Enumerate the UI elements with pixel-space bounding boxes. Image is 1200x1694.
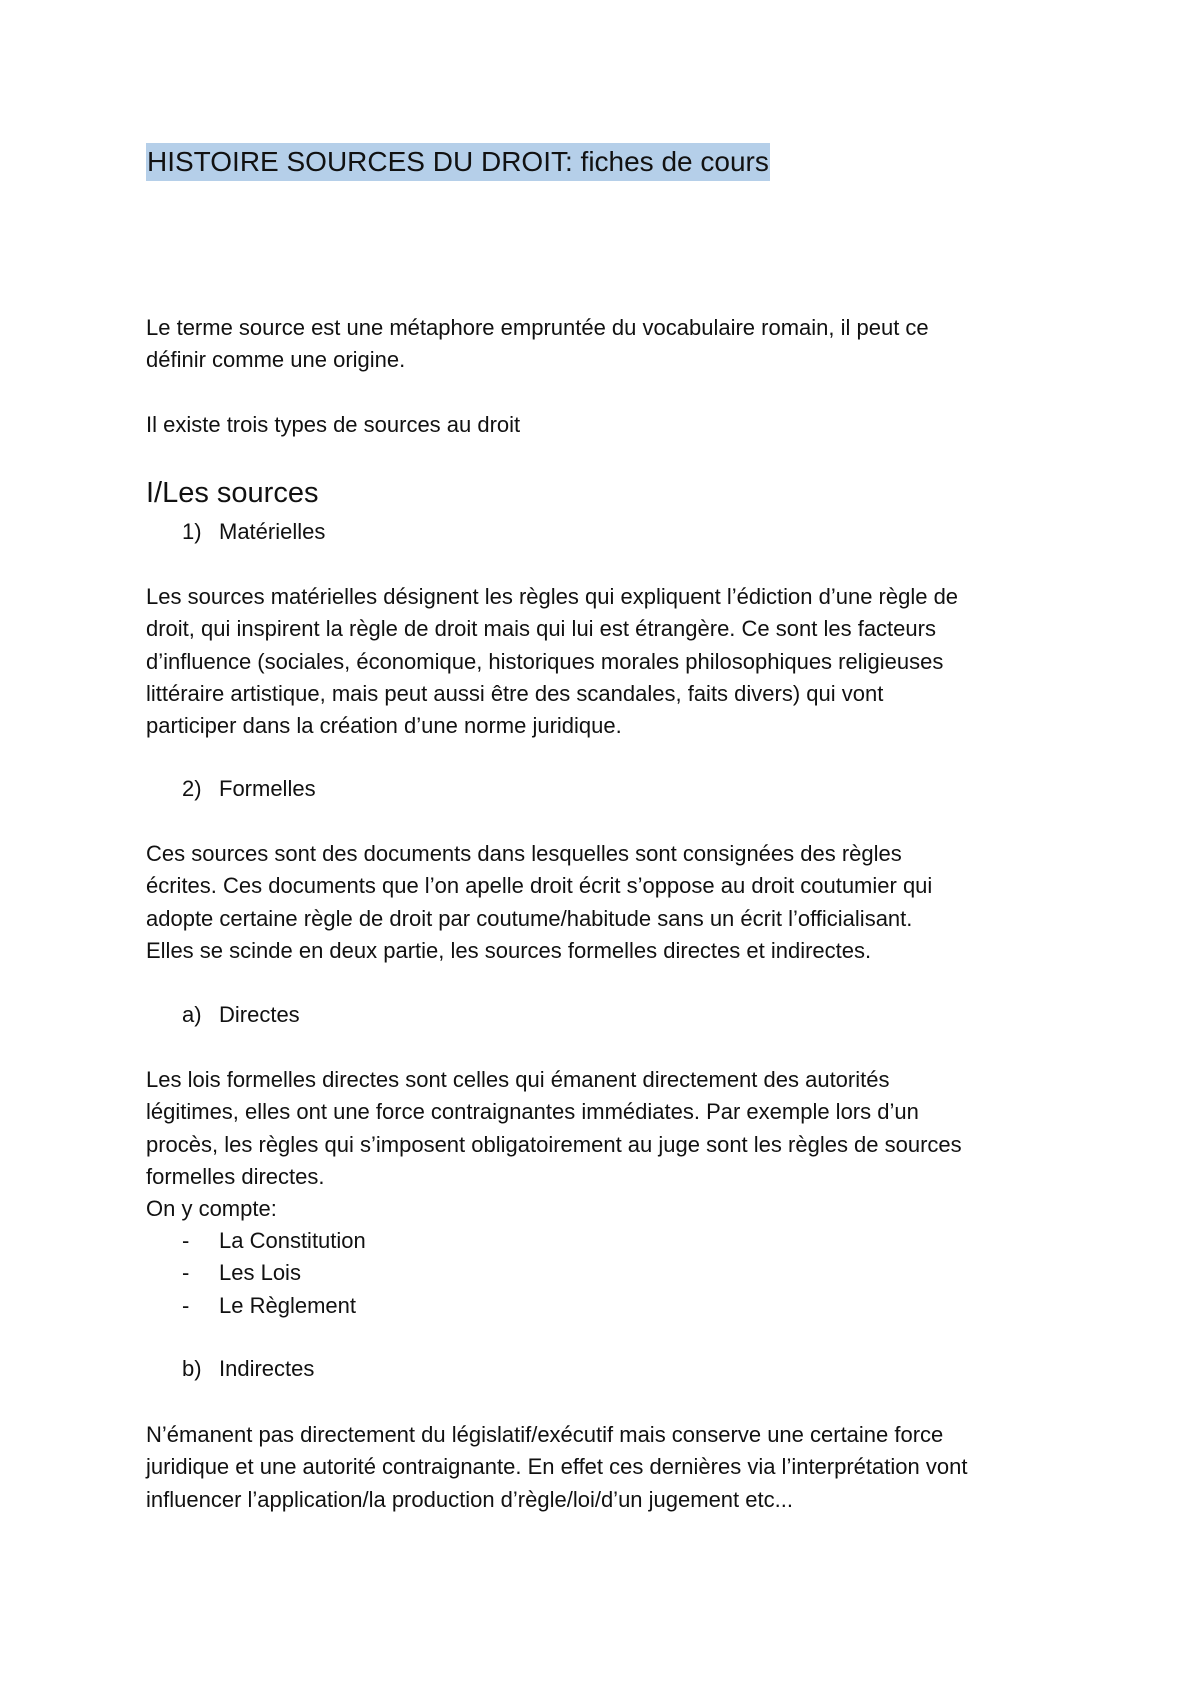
formelles-paragraph (146, 838, 1076, 967)
paragraph-line: procès, les règles qui s’imposent obligatoirement au juge sont les règles de sources (146, 1131, 962, 1157)
list-marker: a) (182, 1002, 202, 1027)
list-item (182, 1225, 366, 1257)
list-item-text: Les Lois (219, 1260, 301, 1286)
list-item-text: La Constitution (219, 1228, 366, 1253)
subsection-formelles (182, 773, 316, 805)
subsection-indirectes (182, 1353, 314, 1385)
paragraph-line: adopte certaine règle de droit par coutume/habitude sans un écrit l’officialisant. (146, 905, 913, 931)
types-line: Il existe trois types de sources au droit (146, 412, 521, 437)
list-marker: b) (182, 1356, 202, 1381)
dash-marker: - (182, 1292, 190, 1318)
dash-marker: - (182, 1228, 190, 1253)
paragraph-line: N’émanent pas directement du législatif/exécutif mais conserve une certaine force (146, 1422, 944, 1447)
paragraph-line: d’influence (sociales, économique, historiques morales philosophiques religieuses (146, 648, 944, 674)
indirectes-paragraph (146, 1419, 1076, 1516)
directes-paragraph (146, 1064, 1076, 1225)
list-item (182, 1257, 366, 1289)
paragraph-line: On y compte: (146, 1196, 277, 1222)
intro-paragraph (146, 312, 1076, 377)
intro-line: définir comme une origine. (146, 347, 406, 373)
dash-marker: - (182, 1260, 190, 1286)
paragraph-line: droit, qui inspirent la règle de droit mais qui lui est étrangère. Ce sont les facteurs (146, 616, 936, 642)
intro-line: Le terme source est une métaphore empruntée du vocabulaire romain, il peut ce (146, 315, 929, 340)
paragraph-line: légitimes, elles ont une force contraignantes immédiates. Par exemple lors d’un (146, 1099, 919, 1125)
paragraph-line: écrites. Ces documents que l’on apelle droit écrit s’oppose au droit coutumier qui (146, 873, 933, 899)
types-sentence (146, 409, 1076, 441)
list-marker: 2) (182, 776, 202, 801)
paragraph-line: formelles directes. (146, 1163, 325, 1189)
materielles-paragraph (146, 581, 1076, 742)
subsection-materielles (182, 516, 325, 548)
subsection-label: Formelles (219, 776, 316, 801)
list-item (182, 1290, 366, 1322)
section-heading: I/Les sources (146, 477, 319, 509)
paragraph-line: influencer l’application/la production d’règle/loi/d’un jugement etc... (146, 1486, 793, 1512)
subsection-directes (182, 999, 300, 1031)
paragraph-line: Ces sources sont des documents dans lesquelles sont consignées des règles (146, 841, 902, 866)
subsection-label: Directes (219, 1002, 300, 1027)
paragraph-line: Les sources matérielles désignent les règles qui expliquent l’édiction d’une règle de (146, 584, 959, 609)
list-item-text: Le Règlement (219, 1292, 356, 1318)
paragraph-line: participer dans la création d’une norme juridique. (146, 713, 622, 739)
subsection-label: Indirectes (219, 1356, 315, 1381)
subsection-label: Matérielles (219, 519, 326, 544)
paragraph-line: Elles se scinde en deux partie, les sources formelles directes et indirectes. (146, 937, 872, 963)
document-title: HISTOIRE SOURCES DU DROIT: fiches de cours (146, 143, 770, 181)
paragraph-line: littéraire artistique, mais peut aussi être des scandales, faits divers) qui vont (146, 680, 884, 706)
paragraph-line: juridique et une autorité contraignante. En effet ces dernières via l’interprétation vont (146, 1454, 968, 1480)
list-marker: 1) (182, 519, 202, 544)
directes-bullet-list (182, 1225, 366, 1322)
paragraph-line: Les lois formelles directes sont celles qui émanent directement des autorités (146, 1067, 890, 1092)
